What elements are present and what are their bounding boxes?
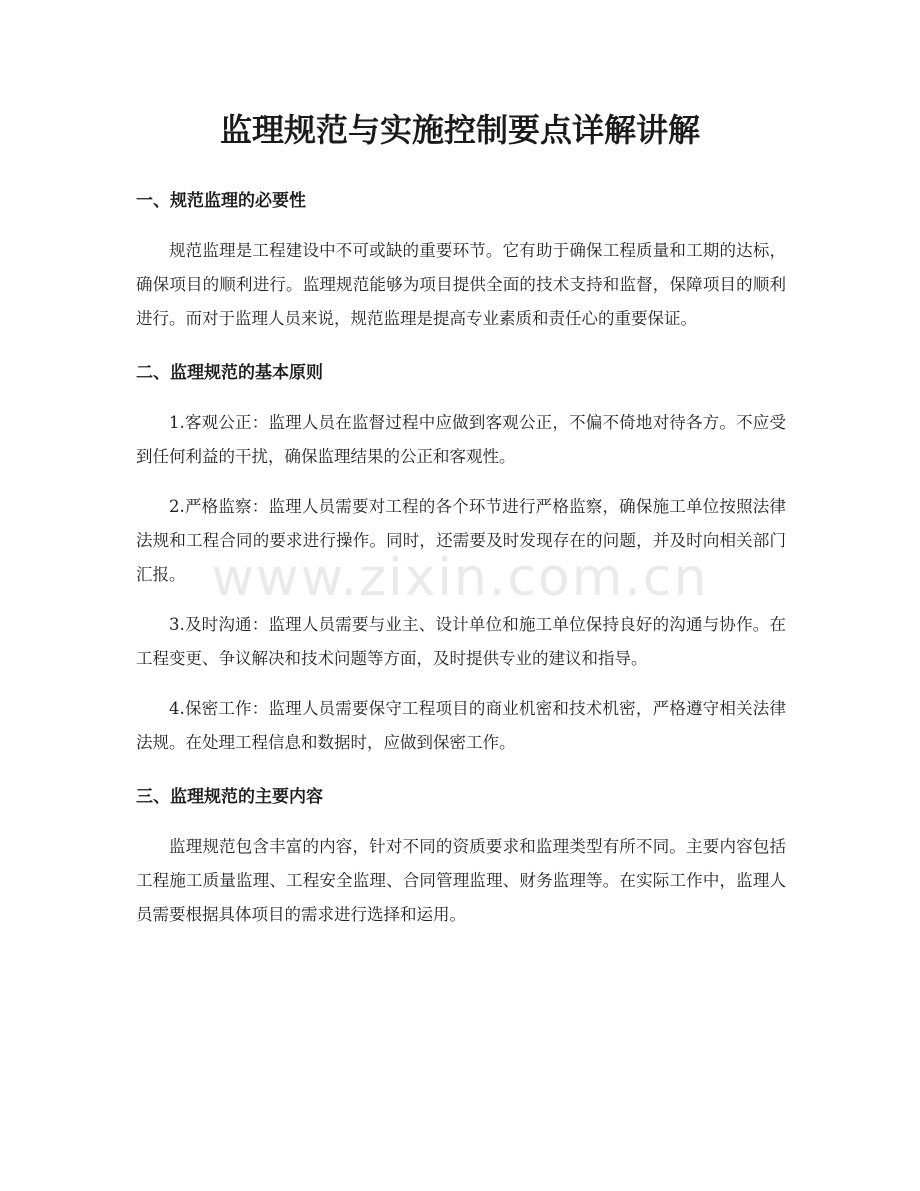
- section-heading: 三、监理规范的主要内容: [136, 787, 323, 807]
- paragraph: 1.客观公正：监理人员在监督过程中应做到客观公正，不偏不倚地对待各方。不应受到任何利益的干扰，确保监理结果的公正和客观性。: [136, 413, 786, 466]
- section-principles: [136, 358, 786, 760]
- watermark: www.zixin.com.cn: [211, 548, 709, 608]
- document-body: [136, 186, 786, 948]
- paragraph: 4.保密工作：监理人员需要保守工程项目的商业机密和技术机密，严格遵守相关法律法规。在处理工程信息和数据时，应做到保密工作。: [136, 699, 786, 752]
- paragraph: 3.及时沟通：监理人员需要与业主、设计单位和施工单位保持良好的沟通与协作。在工程变更、争议解决和技术问题等方面，及时提供专业的建议和指导。: [136, 615, 786, 668]
- section-necessity: [136, 186, 786, 336]
- section-heading: 一、规范监理的必要性: [136, 191, 306, 211]
- section-contents: [136, 782, 786, 932]
- paragraph: 监理规范包含丰富的内容，针对不同的资质要求和监理类型有所不同。主要内容包括工程施工质量监理、工程安全监理、合同管理监理、财务监理等。在实际工作中，监理人员需要根据具体项目的需求进行选择和运用。: [136, 837, 786, 924]
- paragraph: 规范监理是工程建设中不可或缺的重要环节。它有助于确保工程质量和工期的达标，确保项目的顺利进行。监理规范能够为项目提供全面的技术支持和监督，保障项目的顺利进行。而对于监理人员来说，规范监理是提高专业素质和责任心的重要保证。: [136, 241, 786, 328]
- document-title: 监理规范与实施控制要点详解讲解: [219, 111, 700, 149]
- paragraph: 2.严格监察：监理人员需要对工程的各个环节进行严格监察，确保施工单位按照法律法规和工程合同的要求进行操作。同时，还需要及时发现存在的问题，并及时向相关部门汇报。: [136, 497, 786, 584]
- section-heading: 二、监理规范的基本原则: [136, 363, 323, 383]
